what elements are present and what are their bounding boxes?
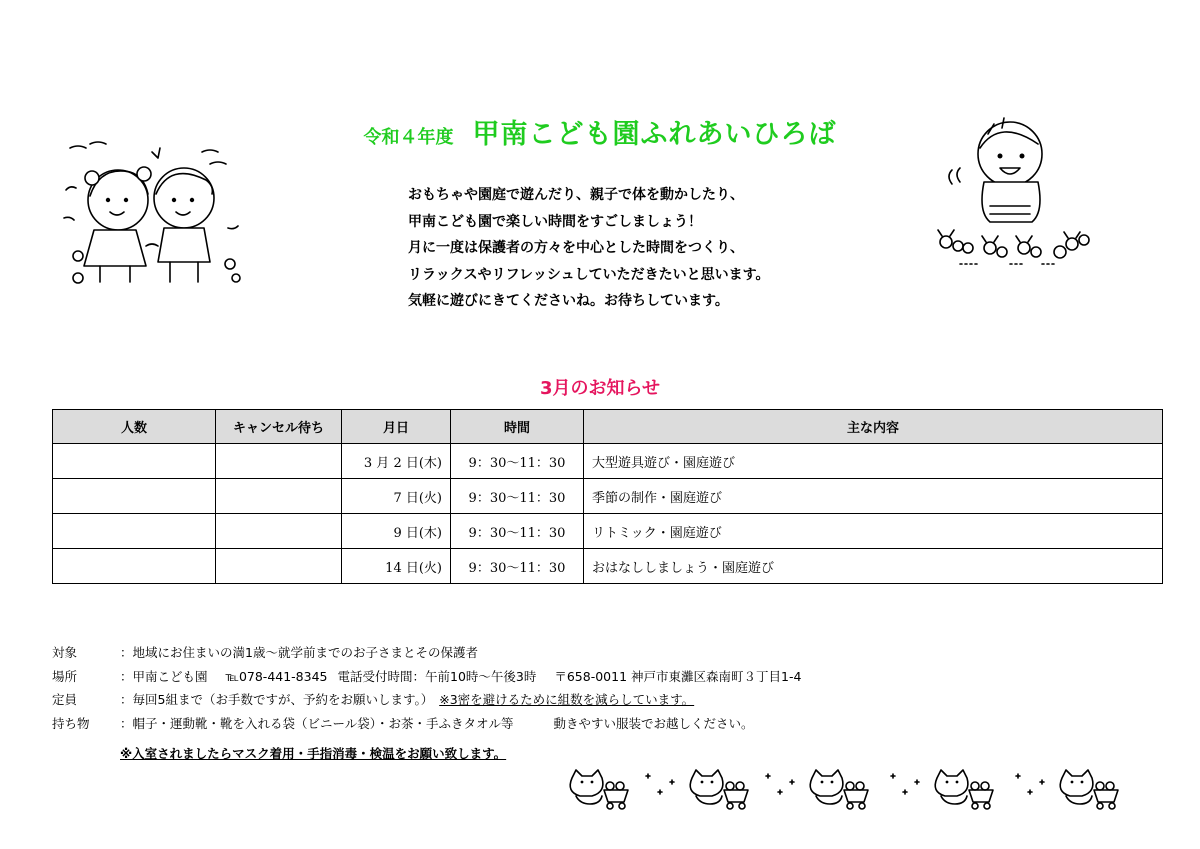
- event-title: 甲南こども園ふれあいひろば: [472, 119, 837, 150]
- table-row: [53, 549, 1163, 584]
- capacity-label: 定員: [52, 692, 78, 707]
- place-label: 場所: [52, 668, 78, 684]
- cell-count: [53, 479, 216, 514]
- intro-line: 月に一度は保護者の方々を中心とした時間をつくり、: [408, 240, 744, 256]
- schedule-table: [52, 409, 1163, 584]
- cell-time: 9：30〜11：30: [451, 479, 584, 514]
- cell-content: リトミック・園庭遊び: [584, 514, 1163, 549]
- cell-count: [53, 514, 216, 549]
- intro-line: おもちゃや園庭で遊んだり、親子で体を動かしたり、: [408, 187, 744, 203]
- table-row: [53, 444, 1163, 479]
- cell-time: 9：30〜11：30: [451, 444, 584, 479]
- intro-line: リラックスやリフレッシュしていただきたいと思います。: [408, 266, 770, 283]
- cell-time: 9：30〜11：30: [451, 549, 584, 584]
- place-tel: ℡078-441-8345: [225, 668, 328, 684]
- info-block: [52, 641, 801, 735]
- info-row-place: [52, 665, 801, 689]
- target-value: ：地域にお住まいの満1歳〜就学前までのお子さまとその保護者: [120, 645, 478, 660]
- column-header-waitlist: キャンセル待ち: [216, 410, 342, 444]
- cell-content: おはなししましょう・園庭遊び: [584, 549, 1163, 584]
- column-header-content: 主な内容: [584, 410, 1163, 444]
- children-holding-hands-illustration: [60, 138, 250, 290]
- cell-count: [53, 444, 216, 479]
- info-row-capacity: [52, 688, 801, 712]
- table-header-row: [53, 410, 1163, 444]
- cell-date: 7 日(火): [342, 479, 451, 514]
- table-row: [53, 479, 1163, 514]
- child-watching-ants-illustration: [930, 112, 1100, 272]
- capacity-note: ※3密を避けるために組数を減らしています。: [439, 692, 695, 707]
- info-row-items: [52, 712, 801, 736]
- table-row: [53, 514, 1163, 549]
- cell-count: [53, 549, 216, 584]
- mask-note: ※入室されましたらマスク着用・手指消毒・検温をお願い致します。: [120, 746, 507, 761]
- cats-flower-border-illustration: [566, 764, 1126, 812]
- cell-waitlist: [216, 444, 342, 479]
- cell-waitlist: [216, 514, 342, 549]
- intro-paragraph: [408, 182, 769, 315]
- fiscal-year-label: 令和４年度: [363, 127, 454, 148]
- cell-date: 14 日(火): [342, 549, 451, 584]
- info-row-target: [52, 641, 801, 665]
- cell-date: 9 日(木): [342, 514, 451, 549]
- intro-line: 甲南こども園で楽しい時間をすごしましょう！: [408, 213, 702, 230]
- items-value: ：帽子・運動靴・靴を入れる袋（ビニール袋）・お茶・手ふきタオル等: [120, 715, 514, 731]
- capacity-value: ：毎回5組まで（お手数ですが、予約をお願いします。）: [120, 692, 434, 707]
- column-header-date: 月日: [342, 410, 451, 444]
- cell-content: 大型遊具遊び・園庭遊び: [584, 444, 1163, 479]
- cell-waitlist: [216, 479, 342, 514]
- notice-heading: 3月のお知らせ: [540, 378, 660, 399]
- place-address: 〒658-0011 神戸市東灘区森南町３丁目1-4: [554, 668, 802, 684]
- intro-line: 気軽に遊びにきてくださいね。お待ちしています。: [408, 293, 729, 309]
- cell-content: 季節の制作・園庭遊び: [584, 479, 1163, 514]
- cell-waitlist: [216, 549, 342, 584]
- column-header-count: 人数: [53, 410, 216, 444]
- target-label: 対象: [52, 645, 78, 660]
- place-hours: 電話受付時間：午前10時〜午後3時: [337, 668, 537, 684]
- cell-time: 9：30〜11：30: [451, 514, 584, 549]
- column-header-time: 時間: [451, 410, 584, 444]
- items-label: 持ち物: [52, 715, 90, 731]
- cell-date: 3 月 2 日(木): [342, 444, 451, 479]
- place-name: ：甲南こども園: [120, 668, 208, 684]
- items-note: 動きやすい服装でお越しください。: [553, 715, 754, 731]
